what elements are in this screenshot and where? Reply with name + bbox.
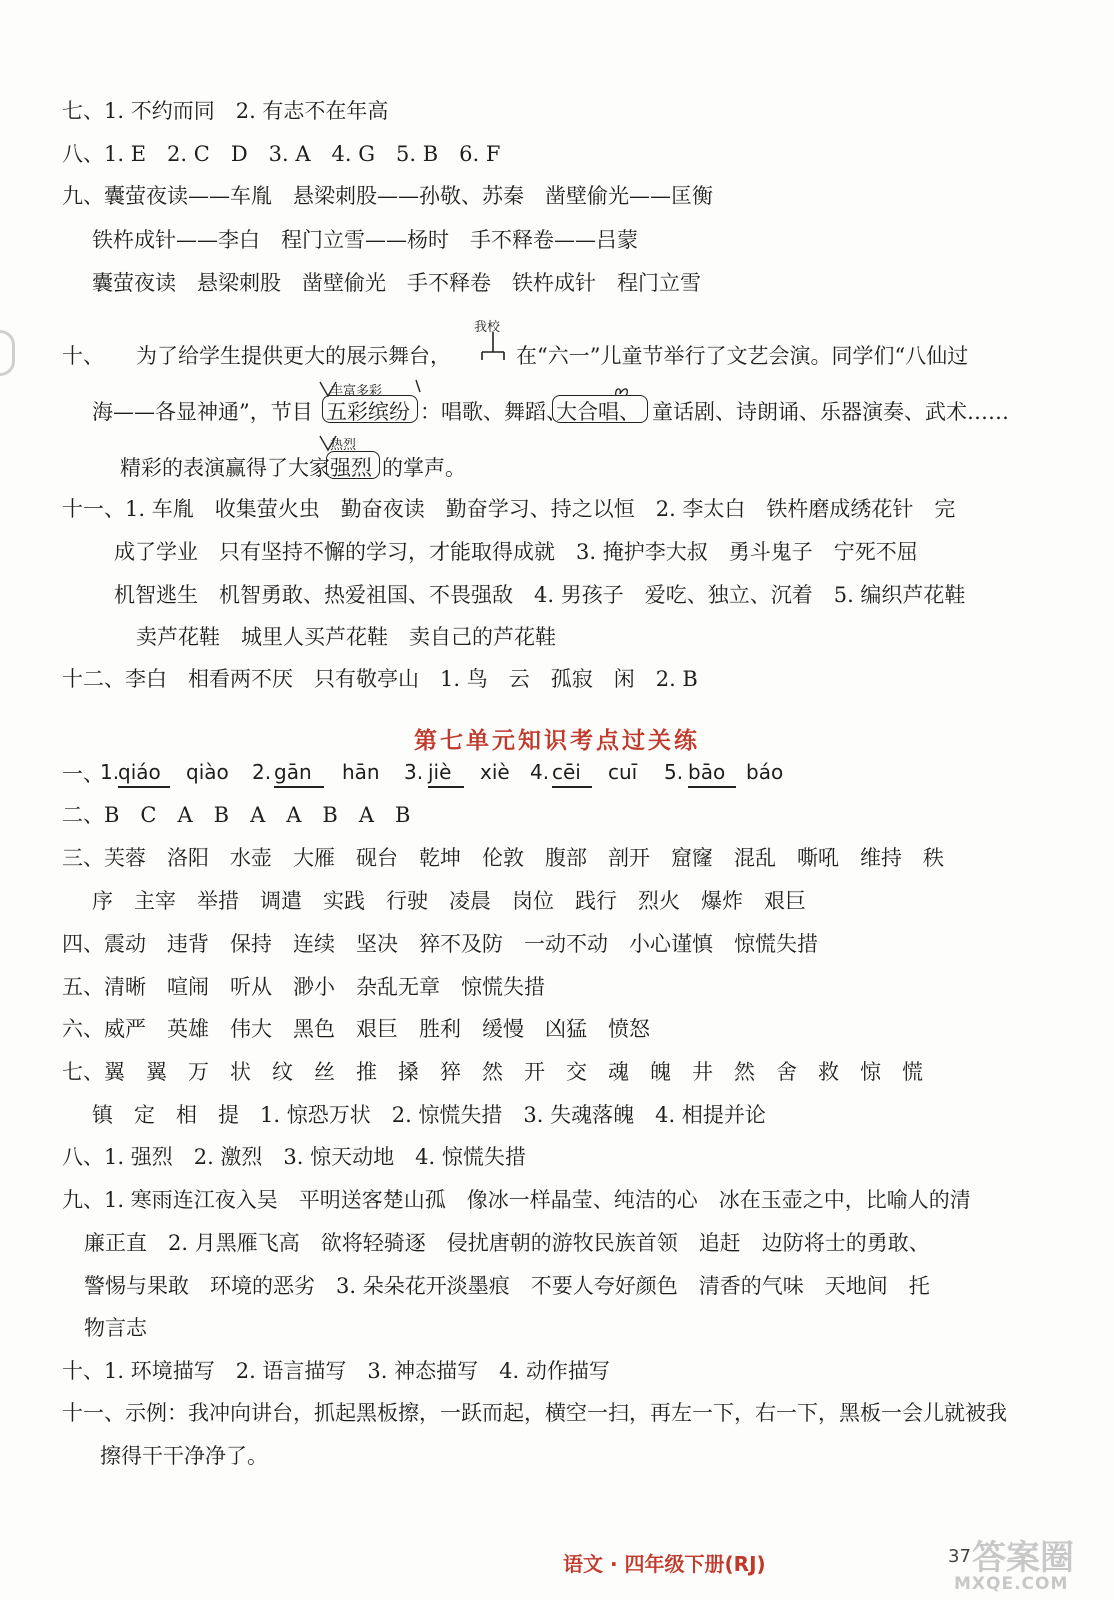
pinyin-item: jiè (428, 760, 452, 784)
answer-line: 九、囊萤夜读——车胤 悬梁刺股——孙敬、苏秦 凿壁偷光——匡衡 (62, 184, 713, 208)
answer-line: 十、1. 环境描写 2. 语言描写 3. 神态描写 4. 动作描写 (62, 1359, 610, 1383)
answer-line: 三、芙蓉 洛阳 水壶 大雁 砚台 乾坤 伦敦 腹部 剖开 窟窿 混乱 嘶吼 维持 秩 (62, 846, 944, 870)
pinyin-item: 5. (664, 760, 684, 784)
answer-line: 九、1. 寒雨连江夜入吴 平明送客楚山孤 像冰一样晶莹、纯洁的心 冰在玉壶之中，比喻人的清 (62, 1188, 971, 1212)
sentence-part: 海——各显神通”，节目 (92, 400, 313, 424)
page-number: 37 (948, 1546, 971, 1567)
circled-word: 大合唱、 (556, 400, 640, 424)
pinyin-underline (274, 786, 324, 788)
pinyin-item: báo (746, 760, 784, 784)
section-label: 一、 (62, 762, 104, 786)
sentence-part: ：唱歌、舞蹈、 (420, 400, 567, 424)
section-label: 十、 (62, 344, 104, 368)
answer-line: 七、1. 不约而同 2. 有志不在年高 (62, 99, 389, 123)
watermark-logo: 答案圈 (972, 1538, 1074, 1578)
correction-text: 丰富多彩 (330, 384, 383, 399)
insert-text: 我校 (474, 320, 501, 335)
answer-line: 七、翼 翼 万 状 纹 丝 推 搡 猝 然 开 交 魂 魄 井 然 舍 救 惊 慌 (62, 1060, 923, 1084)
pinyin-item: qiáo (118, 760, 161, 784)
answer-line: 十二、李白 相看两不厌 只有敬亭山 1. 鸟 云 孤寂 闲 2. B (62, 667, 698, 691)
page-edge-mark (0, 330, 15, 376)
answer-line: 镇 定 相 提 1. 惊恐万状 2. 惊慌失措 3. 失魂落魄 4. 相提并论 (92, 1103, 766, 1127)
pinyin-item: xiè (480, 760, 510, 784)
pinyin-item: qiào (186, 760, 229, 784)
sentence-part: 童话剧、诗朗诵、乐器演奏、武术…… (652, 400, 1009, 424)
answer-line: 铁杵成针——李白 程门立雪——杨时 手不释卷——吕蒙 (92, 228, 638, 252)
sentence-part: 精彩的表演赢得了大家 (120, 456, 330, 480)
answer-line: 序 主宰 举措 调遣 实践 行驶 凌晨 岗位 践行 烈火 爆炸 艰巨 (92, 889, 806, 913)
answer-line: 八、1. 强烈 2. 激烈 3. 惊天动地 4. 惊慌失措 (62, 1145, 526, 1169)
pinyin-item: 2. (252, 760, 272, 784)
footer-book-title: 语文 · 四年级下册(RJ) (563, 1552, 766, 1576)
answer-line: 卖芦花鞋 城里人买芦花鞋 卖自己的芦花鞋 (136, 625, 556, 649)
correction-text: 热烈 (330, 438, 357, 453)
answer-line: 成了学业 只有坚持不懈的学习，才能取得成就 3. 掩护李大叔 勇斗鬼子 宁死不屈 (114, 540, 918, 564)
pinyin-item: 4. (530, 760, 550, 784)
answer-line: 六、威严 英雄 伟大 黑色 艰巨 胜利 缓慢 凶猛 愤怒 (62, 1017, 650, 1041)
answer-line: 二、B C A B A A B A B (62, 803, 411, 827)
pinyin-underline (552, 786, 592, 788)
pinyin-underline (688, 786, 736, 788)
sentence-part: 为了给学生提供更大的展示舞台， (136, 344, 451, 368)
answer-line: 物言志 (84, 1316, 147, 1340)
pinyin-item: cuī (608, 760, 638, 784)
pinyin-item: hān (342, 760, 380, 784)
circled-word: 强烈 (330, 456, 372, 480)
pinyin-item: 1. (100, 760, 120, 784)
watermark-url: MXQE.COM (954, 1574, 1069, 1594)
answer-line: 警惕与果敢 环境的恶劣 3. 朵朵花开淡墨痕 不要人夸好颜色 清香的气味 天地间 托 (84, 1274, 930, 1298)
circled-word: 五彩缤纷 (326, 400, 410, 424)
answer-line: 廉正直 2. 月黑雁飞高 欲将轻骑逐 侵扰唐朝的游牧民族首领 追赶 边防将士的勇敢、 (84, 1231, 930, 1255)
pinyin-underline (428, 786, 464, 788)
answer-line: 机智逃生 机智勇敢、热爱祖国、不畏强敌 4. 男孩子 爱吃、独立、沉着 5. 编织芦花鞋 (114, 583, 966, 607)
answer-line: 四、震动 违背 保持 连续 坚决 猝不及防 一动不动 小心谨慎 惊慌失措 (62, 932, 818, 956)
pinyin-item: bāo (688, 760, 726, 784)
sentence-part: 的掌声。 (382, 456, 466, 480)
pinyin-item: cēi (552, 760, 581, 784)
sentence-part: 在“六一”儿童节举行了文艺会演。同学们“八仙过 (516, 344, 969, 368)
unit-title: 第七单元知识考点过关练 (414, 728, 700, 754)
answer-line: 十一、示例：我冲向讲台，抓起黑板擦，一跃而起，横空一扫，再左一下，右一下，黑板一会儿就被我 (62, 1401, 1007, 1425)
answer-line: 囊萤夜读 悬梁刺股 凿壁偷光 手不释卷 铁杵成针 程门立雪 (92, 271, 701, 295)
answer-line: 八、1. E 2. C D 3. A 4. G 5. B 6. F (62, 142, 501, 166)
pinyin-underline (118, 786, 170, 788)
answer-line: 五、清晰 喧闹 听从 渺小 杂乱无章 惊慌失措 (62, 975, 545, 999)
answer-line: 擦得干干净净了。 (100, 1444, 268, 1468)
pinyin-item: 3. (404, 760, 424, 784)
insert-caret-icon (480, 330, 506, 362)
answer-line: 十一、1. 车胤 收集萤火虫 勤奋夜读 勤奋学习、持之以恒 2. 李太白 铁杵磨成绣花针 完 (62, 497, 956, 521)
pinyin-item: gān (274, 760, 312, 784)
